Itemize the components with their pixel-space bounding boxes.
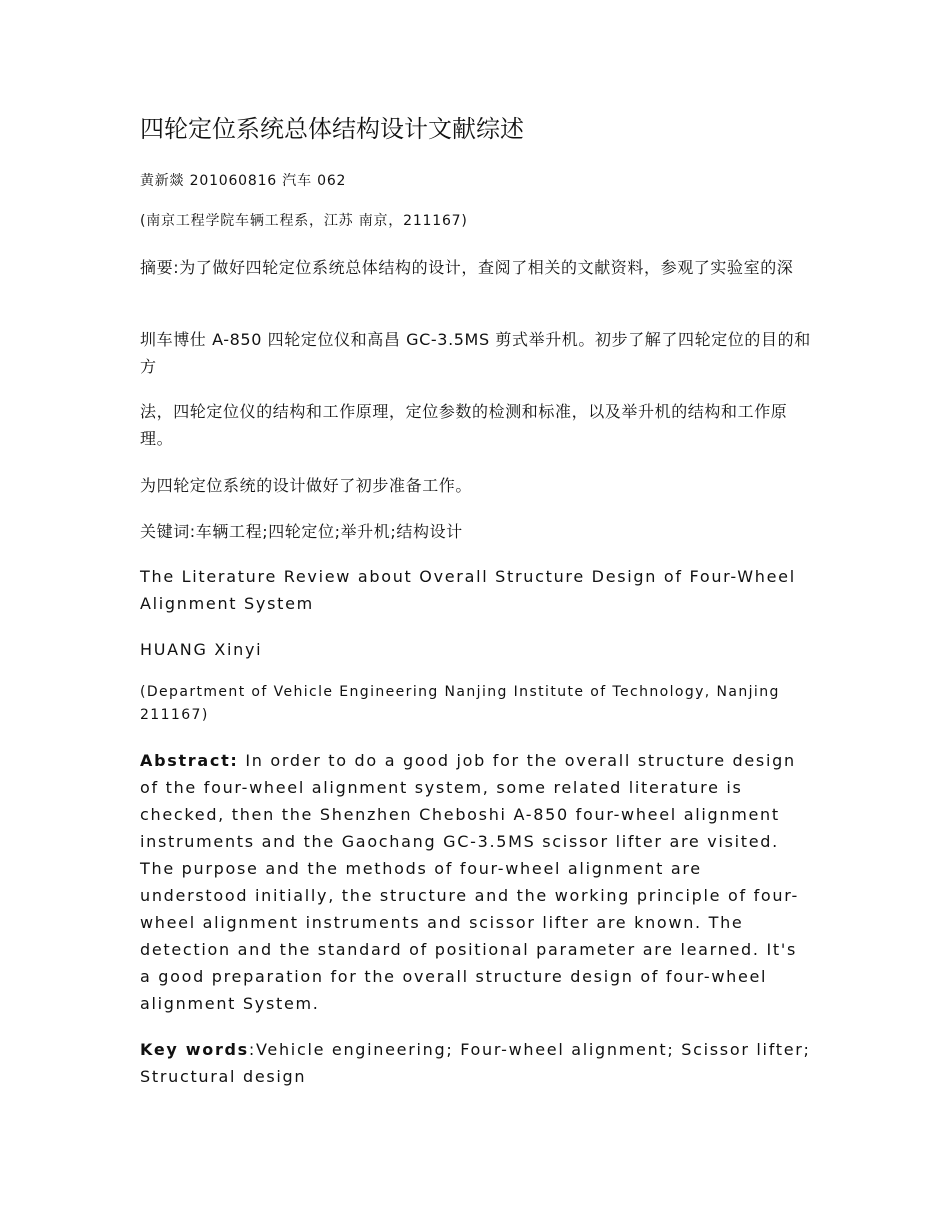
keywords-en-label: Key words [140, 1040, 249, 1059]
english-author: HUANG Xinyi [140, 640, 263, 659]
keywords-en [140, 1036, 812, 1090]
abstract-cn-paragraph-3: 法，四轮定位仪的结构和工作原理，定位参数的检测和标准，以及举升机的结构和工作原理。 [140, 402, 788, 448]
affiliation-cn: (南京工程学院车辆工程系，江苏 南京，211167) [140, 213, 468, 229]
keywords-cn-text: 车辆工程;四轮定位;举升机;结构设计 [195, 522, 463, 541]
abstract-cn-paragraph-4: 为四轮定位系统的设计做好了初步准备工作。 [140, 476, 473, 495]
document-title: 四轮定位系统总体结构设计文献综述 [140, 115, 524, 143]
english-title: The Literature Review about Overall Structure Design of Four-Wheel Alignment System [140, 567, 796, 613]
abstract-cn-text-1: 为了做好四轮定位系统总体结构的设计，查阅了相关的文献资料，参观了实验室的深 [179, 258, 794, 277]
abstract-en [140, 747, 812, 1017]
abstract-cn-paragraph-1 [140, 254, 812, 281]
keywords-cn [140, 518, 812, 545]
abstract-cn-label: 摘要: [140, 258, 180, 277]
abstract-en-label: Abstract: [140, 751, 239, 770]
keywords-cn-label: 关键词: [140, 522, 196, 541]
affiliation-en: (Department of Vehicle Engineering Nanjing Institute of Technology, Nanjing 211167) [140, 684, 780, 723]
author-line: 黄新燚 201060816 汽车 062 [140, 173, 347, 189]
abstract-en-text: In order to do a good job for the overall structure design of the four-wheel alignment system, some related literature is checked, then the Shenzhen Cheboshi A-850 four-wheel alignment instruments and the Gaochang GC-3.5MS scissor lifter are visited. The purpose and the methods of four-wheel alignment are understood initially, the structure and the working principle of four-wheel alignment instruments and scissor lifter are known. The detection and the standard of positional parameter are learned. It's a good preparation for the overall structure design of four-wheel alignment System. [140, 751, 799, 1013]
keywords-en-text: :Vehicle engineering; Four-wheel alignment; Scissor lifter; Structural design [140, 1040, 811, 1086]
abstract-cn-paragraph-2: 圳车博仕 A-850 四轮定位仪和高昌 GC-3.5MS 剪式举升机。初步了解了四轮定位的目的和方 [140, 330, 811, 376]
